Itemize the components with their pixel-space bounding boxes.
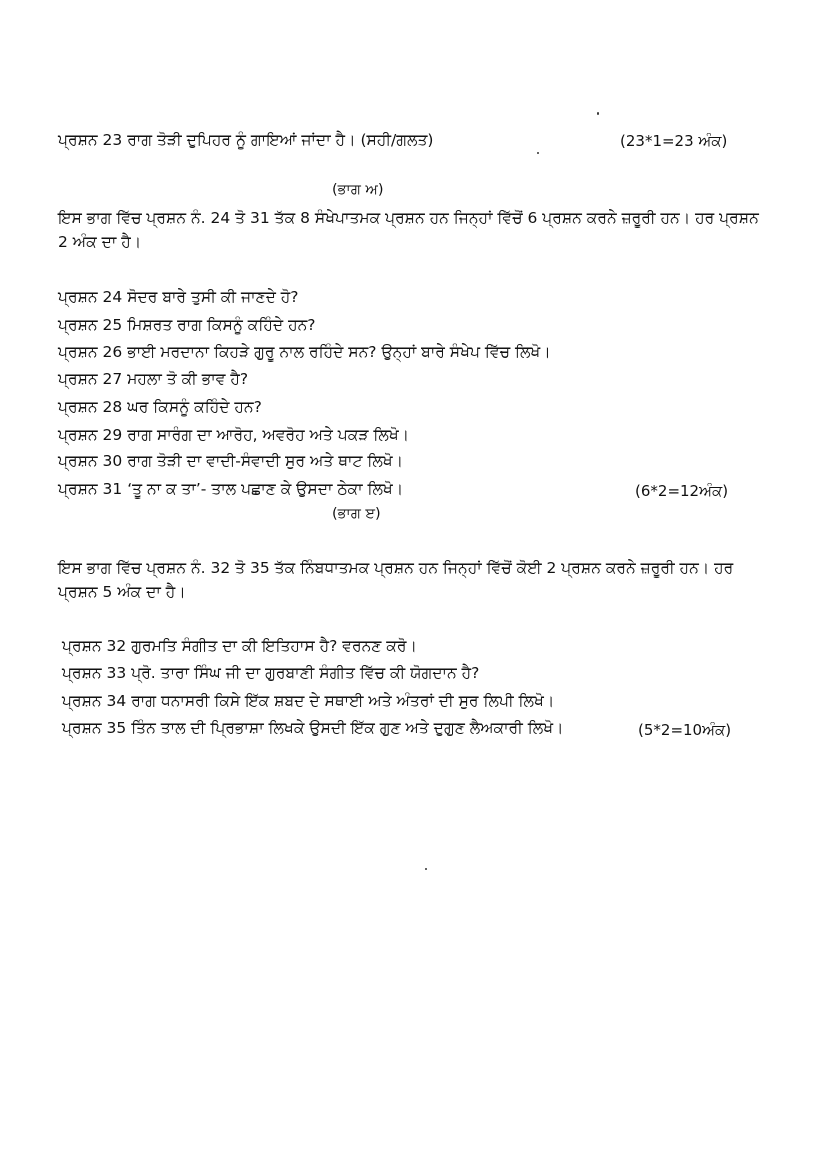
question-23: ਪ੍ਰਸ਼ਨ 23 ਰਾਗ ਤੋੜੀ ਦੁਪਿਹਰ ਨੂੰ ਗਾਇਆਂ ਜਾਂਦਾ ਹੈ। (ਸਹੀ/ਗਲਤ) — [58, 131, 434, 149]
question-31: ਪ੍ਰਸ਼ਨ 31 ‘ਤੂ ਨਾ ਕ ਤਾ’- ਤਾਲ ਪਛਾਣ ਕੇ ਉਸਦਾ ਠੇਕਾ ਲਿਖੋ। — [58, 480, 404, 498]
section-b-heading: (ਭਾਗ ੲ) — [332, 506, 381, 522]
section-a-instruction: ਇਸ ਭਾਗ ਵਿੱਚ ਪ੍ਰਸ਼ਨ ਨੰ. 24 ਤੋ 31 ਤੱਕ 8 ਸੰਖੇਪਾਤਮਕ ਪ੍ਰਸ਼ਨ ਹਨ ਜਿਨ੍ਹਾਂ ਵਿੱਚੋਂ 6 ਪ੍ਰਸ਼ਨ ਕਰਨੇ ਜ਼ਰੂਰੀ ਹਨ। ਹਰ ਪ੍ਰਸ਼ਨ 2 ਅੰਕ ਦਾ ਹੈ। — [58, 209, 759, 251]
marks-section-a: (6*2=12ਅੰਕ) — [635, 482, 729, 500]
marks-question-23: (23*1=23 ਅੰਕ) — [620, 132, 728, 150]
scan-speck — [597, 112, 599, 115]
question-24: ਪ੍ਰਸ਼ਨ 24 ਸੋਦਰ ਬਾਰੇ ਤੁਸੀ ਕੀ ਜਾਣਦੇ ਹੋ? — [58, 288, 299, 306]
section-a-heading: (ਭਾਗ ਅ) — [332, 182, 384, 198]
question-32: ਪ੍ਰਸ਼ਨ 32 ਗੁਰਮਤਿ ਸੰਗੀਤ ਦਾ ਕੀ ਇਤਿਹਾਸ ਹੈ? ਵਰਨਣ ਕਰੋ। — [62, 637, 417, 655]
scan-speck — [425, 868, 427, 870]
question-27: ਪ੍ਰਸ਼ਨ 27 ਮਹਲਾ ਤੋ ਕੀ ਭਾਵ ਹੈ? — [58, 370, 249, 388]
question-33: ਪ੍ਰਸ਼ਨ 33 ਪ੍ਰੋ. ਤਾਰਾ ਸਿੰਘ ਜੀ ਦਾ ਗੁਰਬਾਣੀ ਸੰਗੀਤ ਵਿੱਚ ਕੀ ਯੋਗਦਾਨ ਹੈ? — [62, 664, 480, 682]
question-35: ਪ੍ਰਸ਼ਨ 35 ਤਿੰਨ ਤਾਲ ਦੀ ਪ੍ਰਿਭਾਸ਼ਾ ਲਿਖਕੇ ਉਸਦੀ ਇੱਕ ਗੁਣ ਅਤੇ ਦੁਗੁਣ ਲੈਅਕਾਰੀ ਲਿਖੋ। — [62, 719, 564, 737]
marks-section-b: (5*2=10ਅੰਕ) — [638, 721, 732, 739]
question-25: ਪ੍ਰਸ਼ਨ 25 ਮਿਸ਼ਰਤ ਰਾਗ ਕਿਸਨੂੰ ਕਹਿੰਦੇ ਹਨ? — [58, 316, 316, 334]
question-34: ਪ੍ਰਸ਼ਨ 34 ਰਾਗ ਧਨਾਸਰੀ ਕਿਸੇ ਇੱਕ ਸ਼ਬਦ ਦੇ ਸਥਾਈ ਅਤੇ ਅੰਤਰਾਂ ਦੀ ਸੁਰ ਲਿਪੀ ਲਿਖੋ। — [62, 692, 555, 710]
question-26: ਪ੍ਰਸ਼ਨ 26 ਭਾਈ ਮਰਦਾਨਾ ਕਿਹੜੇ ਗੁਰੂ ਨਾਲ ਰਹਿੰਦੇ ਸਨ? ਉਨ੍ਹਾਂ ਬਾਰੇ ਸੰਖੇਪ ਵਿੱਚ ਲਿਖੋ। — [58, 343, 551, 361]
section-b-instruction: ਇਸ ਭਾਗ ਵਿੱਚ ਪ੍ਰਸ਼ਨ ਨੰ. 32 ਤੋ 35 ਤੱਕ ਨਿੰਬਧਾਤਮਕ ਪ੍ਰਸ਼ਨ ਹਨ ਜਿਨ੍ਹਾਂ ਵਿੱਚੋਂ ਕੋਈ 2 ਪ੍ਰਸ਼ਨ ਕਰਨੇ ਜ਼ਰੂਰੀ ਹਨ। ਹਰ ਪ੍ਰਸ਼ਨ 5 ਅੰਕ ਦਾ ਹੈ। — [58, 559, 734, 601]
question-30: ਪ੍ਰਸ਼ਨ 30 ਰਾਗ ਤੋੜੀ ਦਾ ਵਾਦੀ-ਸੰਵਾਦੀ ਸੁਰ ਅਤੇ ਥਾਟ ਲਿਖੋ। — [58, 452, 404, 470]
question-29: ਪ੍ਰਸ਼ਨ 29 ਰਾਗ ਸਾਰੰਗ ਦਾ ਆਰੋਹ, ਅਵਰੋਹ ਅਤੇ ਪਕੜ ਲਿਖੋ। — [58, 426, 410, 444]
scan-speck — [537, 152, 539, 154]
question-28: ਪ੍ਰਸ਼ਨ 28 ਘਰ ਕਿਸਨੂੰ ਕਹਿੰਦੇ ਹਨ? — [58, 398, 262, 416]
